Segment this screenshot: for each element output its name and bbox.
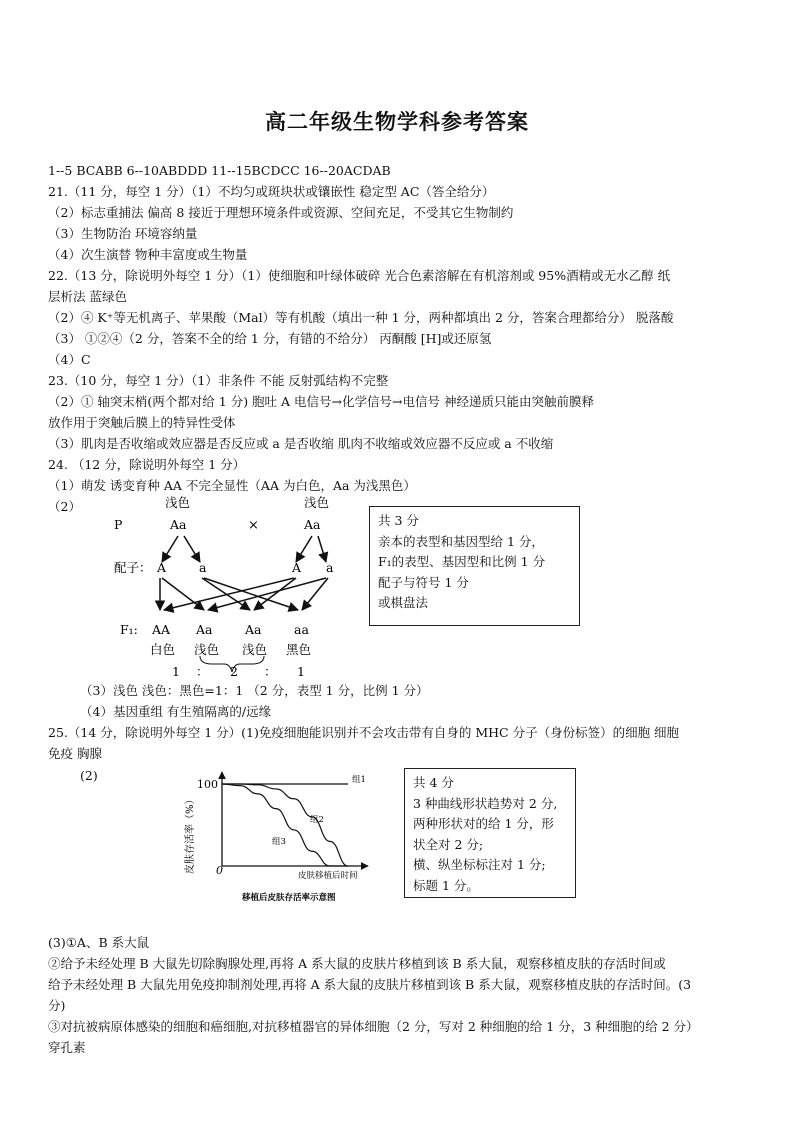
answer-line: （4）次生演替 物种丰富度或生物量 <box>48 247 248 262</box>
series-label: 组2 <box>310 815 324 825</box>
answer-line: （2）标志重捕法 偏高 8 接近于理想环境条件或资源、空间充足，不受其它生物制约 <box>48 205 514 220</box>
series-line <box>222 784 348 866</box>
f1-phenotype: 浅色 <box>194 642 220 657</box>
answer-line: （3） ①②④（2 分，答案不全的给 1 分，有错的不给分） 丙酮酸 [H]或还原氢 <box>48 331 492 346</box>
parent1-phenotype: 浅色 <box>165 495 191 510</box>
note-line: 共 3 分 <box>378 513 419 528</box>
answer-line: 24. （12 分，除说明外每空 1 分） <box>48 457 246 472</box>
y-tick-label: 100 <box>197 778 218 791</box>
answer-line: 层析法 蓝绿色 <box>48 289 127 304</box>
answer-line: 25.（14 分，除说明外每空 1 分）(1)免疫细胞能识别并不会攻击带有自身的 MHC 分子（身份标签）的细胞 细胞 <box>48 725 680 740</box>
answer-line: （4）C <box>48 352 91 367</box>
note-line: 两种形状对的给 1 分，形 <box>413 816 554 831</box>
origin-label: 0 <box>216 864 223 877</box>
gamete-a4: a <box>326 560 334 575</box>
ratio-value: 1 <box>297 664 305 679</box>
note-line: F₁的表型、基因型和比例 1 分 <box>378 554 546 569</box>
answer-line: （3）浅色 浅色：黑色=1：1 （2 分，表型 1 分，比例 1 分） <box>80 683 429 698</box>
gamete-label: 配子： <box>114 560 152 575</box>
f1-phenotype: 浅色 <box>242 642 268 657</box>
note-line: 亲本的表型和基因型给 1 分， <box>378 533 544 549</box>
x-axis-label: 皮肤移植后时间 <box>298 871 358 881</box>
answer-line: 22.（13 分，除说明外每空 1 分）（1）使细胞和叶绿体破碎 光合色素溶解在有机溶剂或 95%酒精或无水乙醇 纸 <box>48 268 671 283</box>
parent2-genotype: Aa <box>304 517 321 532</box>
f1-genotype: aa <box>294 622 309 637</box>
cross-scoring-box <box>369 506 580 626</box>
answer-line: 给予未经处理 B 大鼠先用免疫抑制剂处理,再将 A 系大鼠的皮肤片移植到该 B 系大鼠，观察移植皮肤的存活时间。(3 <box>48 977 692 992</box>
ratio-value: 2 <box>230 664 238 679</box>
answer-line: 穿孔素 <box>48 1040 86 1055</box>
ratio-sep: ： <box>196 664 209 679</box>
ratio-value: 1 <box>172 664 180 679</box>
chart-scoring-box <box>404 768 576 898</box>
chart-title: 移植后皮肤存活率示意图 <box>242 893 336 903</box>
answer-line: （2）① 轴突末梢(两个都对给 1 分) 胞吐 A 电信号→化学信号→电信号 神经递质只能由突触前膜释 <box>48 394 594 409</box>
f1-label: F₁: <box>120 622 138 637</box>
answer-line: 放作用于突触后膜上的特异性受体 <box>48 415 236 430</box>
answer-line: 21.（11 分，每空 1 分）（1）不均匀或斑块状或镶嵌性 稳定型 AC（答全给分） <box>48 184 495 199</box>
note-line: 共 4 分 <box>413 775 454 790</box>
f1-genotype: Aa <box>196 622 213 637</box>
answer-line: （2） <box>48 499 81 514</box>
series-label: 组3 <box>272 837 286 847</box>
gamete-a3: A <box>292 560 302 575</box>
gamete-a1: A <box>157 560 167 575</box>
answer-line: (3)①A、B 系大鼠 <box>48 935 150 950</box>
answer-line: 分) <box>48 998 66 1013</box>
answer-line: (2) <box>80 768 98 783</box>
f1-phenotype: 白色 <box>150 642 176 657</box>
note-line: 标题 1 分。 <box>413 877 479 893</box>
answer-line: 23.（10 分，每空 1 分）（1）非条件 不能 反射弧结构不完整 <box>48 373 389 388</box>
ratio-sep: ： <box>264 664 277 679</box>
parent2-phenotype: 浅色 <box>304 495 330 510</box>
note-line: 横、纵坐标标注对 1 分; <box>413 857 546 872</box>
note-line: 3 种曲线形状趋势对 2 分, <box>413 795 558 811</box>
answer-line: 1--5 BCABB 6--10ABDDD 11--15BCDCC 16--20ACDAB <box>48 163 391 178</box>
note-line: 配子与符号 1 分 <box>378 574 469 590</box>
series-line <box>222 784 348 866</box>
answer-line: （1）萌发 诱变育种 AA 不完全显性（AA 为白色，Aa 为浅黑色） <box>48 478 416 493</box>
parent1-genotype: Aa <box>170 517 187 532</box>
skin-survival-chart <box>180 766 380 906</box>
p-label: P <box>114 517 123 532</box>
answer-line: ②给予未经处理 B 大鼠先切除胸腺处理,再将 A 系大鼠的皮肤片移植到该 B 系大鼠，观察移植皮肤的存活时间或 <box>48 956 666 971</box>
f1-genotype: AA <box>152 622 171 637</box>
answer-line: 免疫 胸腺 <box>48 746 102 761</box>
cross-sign: × <box>248 518 259 533</box>
gamete-a2: a <box>199 560 207 575</box>
genetic-cross-diagram <box>100 492 360 682</box>
note-line: 或棋盘法 <box>378 595 429 610</box>
page-title: 高二年级生物学科参考答案 <box>265 109 529 134</box>
y-axis-label: 皮肤存活率（%） <box>185 794 196 874</box>
answer-line: （2）④ K⁺等无机离子、苹果酸（Mal）等有机酸（填出一种 1 分，两种都填出 2 分，答案合理都给分） 脱落酸 <box>48 310 674 325</box>
note-line: 状全对 2 分; <box>413 836 484 852</box>
f1-genotype: Aa <box>245 622 262 637</box>
f1-phenotype: 黑色 <box>286 642 312 657</box>
answer-line: （3）肌肉是否收缩或效应器是否反应或 a 是否收缩 肌肉不收缩或效应器不反应或 a 不收缩 <box>48 436 554 451</box>
answer-line: ③对抗被病原体感染的细胞和癌细胞,对抗移植器官的异体细胞（2 分，写对 2 种细胞的给 1 分，3 种细胞的给 2 分） <box>48 1019 699 1034</box>
answer-line: （3）生物防治 环境容纳量 <box>48 226 198 241</box>
answer-line: （4）基因重组 有生殖隔离的/远缘 <box>80 704 272 719</box>
series-label: 组1 <box>352 775 366 785</box>
